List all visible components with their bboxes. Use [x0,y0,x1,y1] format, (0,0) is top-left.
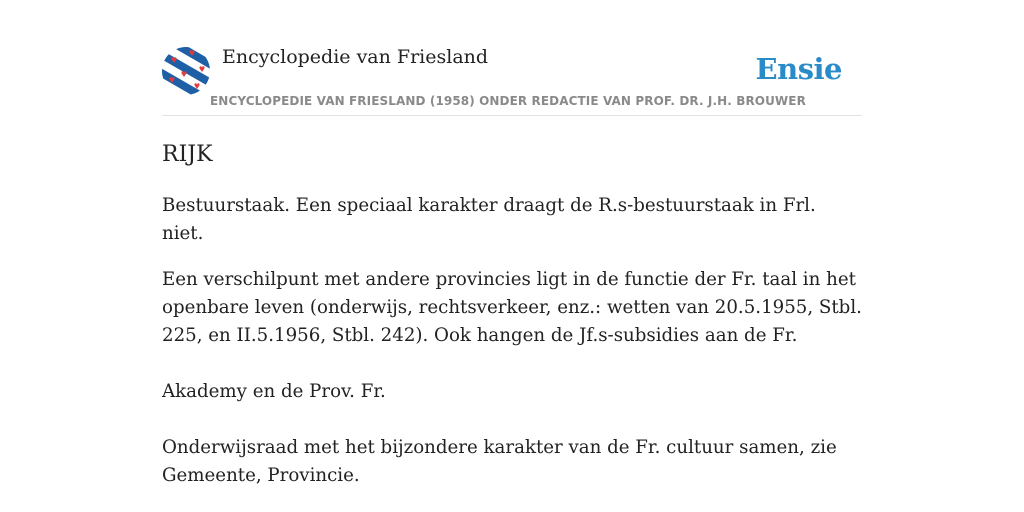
entry-paragraph: Bestuurstaak. Een speciaal karakter draagt de R.s-bestuurstaak in Frl. niet. [162,195,816,244]
brand-logo-link[interactable]: Ensie [755,52,842,86]
frisian-flag-logo-icon[interactable] [162,47,210,95]
entry-paragraph: Onderwijsraad met het bijzondere karakter van de Fr. cultuur samen, zie Gemeente, Provincie. [162,437,837,486]
encyclopedia-subtitle: ENCYCLOPEDIE VAN FRIESLAND (1958) ONDER REDACTIE VAN PROF. DR. J.H. BROUWER [210,94,806,108]
entry-content [162,140,862,508]
entry-paragraph: Akademy en de Prov. Fr. [162,381,386,402]
header-divider [162,115,862,116]
entry-title: RIJK [162,142,213,167]
entry-paragraph: Een verschilpunt met andere provincies ligt in de functie der Fr. taal in het openbare leven (onderwijs, rechtsverkeer, enz.: wetten van 20.5.1955, Stbl. 225, en II.5.1956, Stbl. 242). Ook hangen de Jf.s-subsidies aan de Fr. [162,269,862,346]
site-title[interactable]: Encyclopedie van Friesland [222,46,489,68]
